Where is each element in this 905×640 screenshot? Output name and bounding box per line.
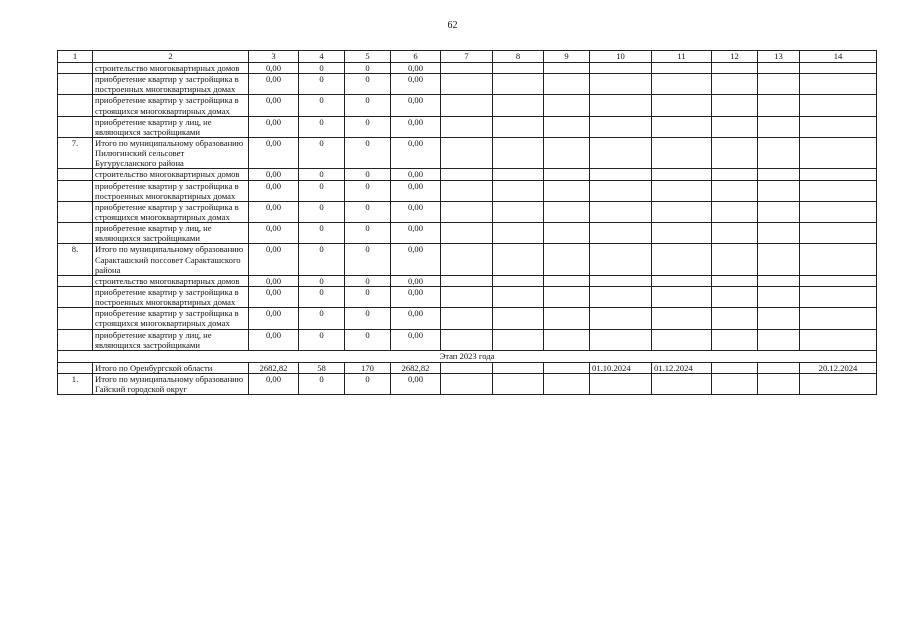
cell-col-5: 0 [345, 201, 391, 222]
stage-row [58, 350, 877, 362]
cell-col-1 [58, 286, 93, 307]
cell-col-3: 0,00 [249, 116, 299, 137]
cell-col-8 [493, 329, 544, 350]
cell-col-10 [590, 63, 652, 74]
cell-col-7 [441, 63, 493, 74]
cell-col-12 [712, 223, 758, 244]
cell-col-10 [590, 169, 652, 180]
cell-col-1: 8. [58, 244, 93, 275]
cell-col-13 [758, 63, 800, 74]
cell-col-11 [652, 308, 712, 329]
table-row [58, 223, 877, 244]
table-row [58, 180, 877, 201]
column-header-1: 1 [58, 51, 93, 63]
cell-col-12 [712, 95, 758, 116]
cell-col-1 [58, 362, 93, 373]
cell-col-11 [652, 329, 712, 350]
cell-col-3: 0,00 [249, 286, 299, 307]
cell-col-3: 0,00 [249, 223, 299, 244]
cell-col-11 [652, 74, 712, 95]
cell-col-13 [758, 116, 800, 137]
cell-col-8 [493, 137, 544, 168]
cell-col-6: 2682,82 [391, 362, 441, 373]
cell-col-1 [58, 275, 93, 286]
cell-col-2: приобретение квартир у лиц, не являющихся застройщиками [93, 223, 249, 244]
column-header-6: 6 [391, 51, 441, 63]
column-header-7: 7 [441, 51, 493, 63]
cell-col-11 [652, 223, 712, 244]
table-row [58, 74, 877, 95]
cell-col-7 [441, 362, 493, 373]
cell-col-1 [58, 180, 93, 201]
cell-col-14 [800, 286, 877, 307]
cell-col-6: 0,00 [391, 63, 441, 74]
cell-col-14 [800, 223, 877, 244]
column-header-4: 4 [299, 51, 345, 63]
cell-col-1 [58, 201, 93, 222]
cell-col-2: приобретение квартир у застройщика в строящихся многоквартирных домах [93, 95, 249, 116]
cell-col-3: 0,00 [249, 95, 299, 116]
cell-col-13 [758, 373, 800, 394]
table-row [58, 373, 877, 394]
cell-col-4: 0 [299, 169, 345, 180]
cell-col-11 [652, 286, 712, 307]
cell-col-11 [652, 169, 712, 180]
table-row [58, 275, 877, 286]
cell-col-10 [590, 223, 652, 244]
cell-col-8 [493, 286, 544, 307]
cell-col-4: 0 [299, 95, 345, 116]
cell-col-2: приобретение квартир у застройщика в построенных многоквартирных домах [93, 74, 249, 95]
cell-col-8 [493, 201, 544, 222]
cell-col-5: 170 [345, 362, 391, 373]
cell-col-10 [590, 95, 652, 116]
cell-col-9 [544, 223, 590, 244]
cell-col-12 [712, 116, 758, 137]
cell-col-2: приобретение квартир у лиц, не являющихся застройщиками [93, 329, 249, 350]
cell-col-7 [441, 329, 493, 350]
cell-col-6: 0,00 [391, 329, 441, 350]
cell-col-9 [544, 308, 590, 329]
cell-col-6: 0,00 [391, 223, 441, 244]
data-table [57, 50, 877, 395]
cell-col-2: строительство многоквартирных домов [93, 169, 249, 180]
cell-col-10 [590, 275, 652, 286]
cell-col-8 [493, 180, 544, 201]
table-row [58, 169, 877, 180]
cell-col-14 [800, 244, 877, 275]
cell-col-2: приобретение квартир у застройщика в строящихся многоквартирных домах [93, 308, 249, 329]
cell-col-10: 01.10.2024 [590, 362, 652, 373]
table-row [58, 362, 877, 373]
cell-col-6: 0,00 [391, 286, 441, 307]
cell-col-7 [441, 201, 493, 222]
cell-col-5: 0 [345, 95, 391, 116]
cell-col-12 [712, 169, 758, 180]
cell-col-14: 20.12.2024 [800, 362, 877, 373]
cell-col-5: 0 [345, 63, 391, 74]
cell-col-9 [544, 137, 590, 168]
cell-col-6: 0,00 [391, 275, 441, 286]
cell-col-14 [800, 180, 877, 201]
cell-col-9 [544, 244, 590, 275]
cell-col-7 [441, 244, 493, 275]
cell-col-12 [712, 244, 758, 275]
cell-col-9 [544, 180, 590, 201]
cell-col-6: 0,00 [391, 116, 441, 137]
table-row [58, 116, 877, 137]
cell-col-3: 0,00 [249, 180, 299, 201]
cell-col-4: 0 [299, 329, 345, 350]
cell-col-8 [493, 74, 544, 95]
cell-col-5: 0 [345, 137, 391, 168]
table-row [58, 95, 877, 116]
cell-col-13 [758, 201, 800, 222]
cell-col-6: 0,00 [391, 74, 441, 95]
cell-col-3: 0,00 [249, 329, 299, 350]
cell-col-2: Итого по Оренбургской области [93, 362, 249, 373]
cell-col-9 [544, 63, 590, 74]
cell-col-9 [544, 275, 590, 286]
cell-col-11 [652, 244, 712, 275]
cell-col-14 [800, 373, 877, 394]
cell-col-7 [441, 116, 493, 137]
cell-col-8 [493, 373, 544, 394]
cell-col-13 [758, 275, 800, 286]
cell-col-4: 0 [299, 275, 345, 286]
cell-col-1 [58, 308, 93, 329]
cell-col-7 [441, 180, 493, 201]
cell-col-4: 0 [299, 223, 345, 244]
cell-col-10 [590, 180, 652, 201]
cell-col-7 [441, 137, 493, 168]
cell-col-5: 0 [345, 329, 391, 350]
cell-col-1 [58, 223, 93, 244]
cell-col-2: строительство многоквартирных домов [93, 63, 249, 74]
column-header-13: 13 [758, 51, 800, 63]
cell-col-14 [800, 95, 877, 116]
cell-col-10 [590, 308, 652, 329]
cell-col-11: 01.12.2024 [652, 362, 712, 373]
cell-col-3: 0,00 [249, 169, 299, 180]
column-header-12: 12 [712, 51, 758, 63]
cell-col-7 [441, 74, 493, 95]
cell-col-4: 0 [299, 180, 345, 201]
cell-col-3: 0,00 [249, 137, 299, 168]
cell-col-2: приобретение квартир у застройщика в построенных многоквартирных домах [93, 180, 249, 201]
cell-col-4: 0 [299, 286, 345, 307]
cell-col-12 [712, 74, 758, 95]
cell-col-3: 0,00 [249, 244, 299, 275]
table-row [58, 137, 877, 168]
cell-col-5: 0 [345, 169, 391, 180]
cell-col-4: 0 [299, 201, 345, 222]
column-header-10: 10 [590, 51, 652, 63]
cell-col-2: приобретение квартир у застройщика в строящихся многоквартирных домах [93, 201, 249, 222]
table-row [58, 286, 877, 307]
cell-col-1 [58, 116, 93, 137]
cell-col-1 [58, 95, 93, 116]
cell-col-10 [590, 116, 652, 137]
column-header-8: 8 [493, 51, 544, 63]
cell-col-14 [800, 63, 877, 74]
cell-col-2: приобретение квартир у лиц, не являющихся застройщиками [93, 116, 249, 137]
cell-col-14 [800, 116, 877, 137]
cell-col-11 [652, 116, 712, 137]
cell-col-5: 0 [345, 74, 391, 95]
cell-col-12 [712, 201, 758, 222]
cell-col-10 [590, 286, 652, 307]
cell-col-11 [652, 95, 712, 116]
cell-col-4: 0 [299, 63, 345, 74]
cell-col-9 [544, 329, 590, 350]
cell-col-12 [712, 137, 758, 168]
cell-col-13 [758, 169, 800, 180]
cell-col-2: строительство многоквартирных домов [93, 275, 249, 286]
table-row [58, 201, 877, 222]
column-header-9: 9 [544, 51, 590, 63]
cell-col-6: 0,00 [391, 308, 441, 329]
cell-col-3: 0,00 [249, 63, 299, 74]
cell-col-4: 0 [299, 244, 345, 275]
cell-col-9 [544, 286, 590, 307]
column-header-14: 14 [800, 51, 877, 63]
cell-col-5: 0 [345, 180, 391, 201]
cell-col-2: Итого по муниципальному образованию Саракташский поссовет Саракташского района [93, 244, 249, 275]
cell-col-13 [758, 362, 800, 373]
cell-col-14 [800, 169, 877, 180]
cell-col-11 [652, 137, 712, 168]
cell-col-3: 0,00 [249, 74, 299, 95]
cell-col-10 [590, 201, 652, 222]
cell-col-3: 0,00 [249, 308, 299, 329]
cell-col-13 [758, 286, 800, 307]
cell-col-6: 0,00 [391, 180, 441, 201]
cell-col-6: 0,00 [391, 373, 441, 394]
cell-col-5: 0 [345, 286, 391, 307]
cell-col-12 [712, 308, 758, 329]
cell-col-11 [652, 201, 712, 222]
table-row [58, 244, 877, 275]
cell-col-11 [652, 373, 712, 394]
cell-col-4: 0 [299, 373, 345, 394]
cell-col-7 [441, 223, 493, 244]
cell-col-7 [441, 169, 493, 180]
cell-col-9 [544, 373, 590, 394]
cell-col-13 [758, 74, 800, 95]
cell-col-14 [800, 74, 877, 95]
cell-col-14 [800, 329, 877, 350]
cell-col-10 [590, 137, 652, 168]
cell-col-5: 0 [345, 308, 391, 329]
table-row [58, 308, 877, 329]
cell-col-8 [493, 362, 544, 373]
column-header-5: 5 [345, 51, 391, 63]
cell-col-2: приобретение квартир у застройщика в построенных многоквартирных домах [93, 286, 249, 307]
cell-col-6: 0,00 [391, 137, 441, 168]
cell-col-4: 0 [299, 308, 345, 329]
cell-col-7 [441, 286, 493, 307]
cell-col-1 [58, 329, 93, 350]
cell-col-3: 0,00 [249, 201, 299, 222]
cell-col-2: Итого по муниципальному образованию Пилюгинский сельсовет Бугурусланского района [93, 137, 249, 168]
cell-col-13 [758, 180, 800, 201]
cell-col-10 [590, 329, 652, 350]
cell-col-9 [544, 116, 590, 137]
cell-col-4: 0 [299, 74, 345, 95]
table-body [58, 63, 877, 395]
cell-col-9 [544, 74, 590, 95]
cell-col-14 [800, 201, 877, 222]
cell-col-7 [441, 275, 493, 286]
cell-col-8 [493, 223, 544, 244]
cell-col-8 [493, 116, 544, 137]
column-header-11: 11 [652, 51, 712, 63]
cell-col-1: 7. [58, 137, 93, 168]
cell-col-5: 0 [345, 275, 391, 286]
cell-col-8 [493, 308, 544, 329]
cell-col-9 [544, 201, 590, 222]
cell-col-12 [712, 362, 758, 373]
cell-col-13 [758, 137, 800, 168]
cell-col-4: 0 [299, 116, 345, 137]
cell-col-5: 0 [345, 373, 391, 394]
cell-col-8 [493, 63, 544, 74]
cell-col-10 [590, 74, 652, 95]
cell-col-13 [758, 244, 800, 275]
cell-col-11 [652, 63, 712, 74]
cell-col-7 [441, 373, 493, 394]
cell-col-12 [712, 63, 758, 74]
table-row [58, 63, 877, 74]
cell-col-6: 0,00 [391, 244, 441, 275]
cell-col-1 [58, 74, 93, 95]
cell-col-7 [441, 308, 493, 329]
cell-col-8 [493, 95, 544, 116]
cell-col-1 [58, 169, 93, 180]
column-header-2: 2 [93, 51, 249, 63]
cell-col-3: 0,00 [249, 373, 299, 394]
cell-col-8 [493, 169, 544, 180]
cell-col-10 [590, 373, 652, 394]
cell-col-5: 0 [345, 116, 391, 137]
cell-col-2: Итого по муниципальному образованию Гайский городской округ [93, 373, 249, 394]
cell-col-3: 2682,82 [249, 362, 299, 373]
cell-col-9 [544, 362, 590, 373]
cell-col-1: 1. [58, 373, 93, 394]
cell-col-14 [800, 137, 877, 168]
page-number: 62 [447, 20, 458, 31]
cell-col-1 [58, 63, 93, 74]
cell-col-5: 0 [345, 223, 391, 244]
cell-col-3: 0,00 [249, 275, 299, 286]
cell-col-12 [712, 373, 758, 394]
cell-col-9 [544, 169, 590, 180]
cell-col-9 [544, 95, 590, 116]
cell-col-4: 58 [299, 362, 345, 373]
cell-col-12 [712, 329, 758, 350]
cell-col-11 [652, 275, 712, 286]
cell-col-5: 0 [345, 244, 391, 275]
cell-col-14 [800, 308, 877, 329]
cell-col-8 [493, 244, 544, 275]
cell-col-8 [493, 275, 544, 286]
cell-col-7 [441, 95, 493, 116]
cell-col-4: 0 [299, 137, 345, 168]
cell-col-12 [712, 286, 758, 307]
cell-col-10 [590, 244, 652, 275]
cell-col-13 [758, 329, 800, 350]
cell-col-6: 0,00 [391, 95, 441, 116]
cell-col-12 [712, 275, 758, 286]
stage-label: Этап 2023 года [58, 350, 877, 362]
table-row [58, 329, 877, 350]
column-number-row [58, 51, 877, 63]
cell-col-13 [758, 308, 800, 329]
cell-col-14 [800, 275, 877, 286]
cell-col-13 [758, 223, 800, 244]
cell-col-11 [652, 180, 712, 201]
cell-col-6: 0,00 [391, 201, 441, 222]
cell-col-6: 0,00 [391, 169, 441, 180]
cell-col-13 [758, 95, 800, 116]
column-header-3: 3 [249, 51, 299, 63]
cell-col-12 [712, 180, 758, 201]
